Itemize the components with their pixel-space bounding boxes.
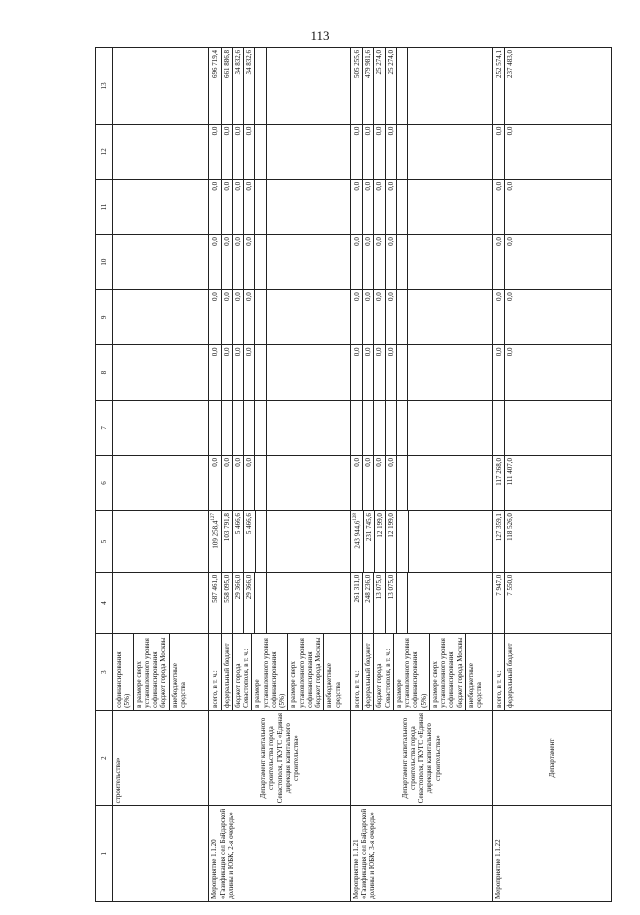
value-line (266, 125, 277, 179)
value-line: 0,0 (232, 180, 243, 234)
value-line: 7 550,0 (504, 573, 515, 634)
value-line: 0,0 (362, 235, 373, 289)
value-cell-v4 (209, 572, 351, 634)
value-line: 34 832,6 (243, 48, 254, 124)
value-line (352, 401, 362, 455)
value-line: 0,0 (373, 180, 384, 234)
value-line (396, 125, 407, 179)
value-cell-v6 (209, 455, 351, 510)
value-line: 0,0 (352, 292, 361, 302)
value-line: 0,0 (232, 290, 243, 344)
table-row-continued (113, 48, 209, 902)
source-line: всего, в т. ч.: (211, 670, 220, 708)
value-line: 0,0 (494, 181, 503, 191)
value-cell-v6 (492, 455, 611, 510)
value-line: 479 981,6 (362, 48, 373, 124)
value-line: 12 199,0 (385, 511, 396, 572)
value-cell-v11 (350, 179, 492, 234)
value-line (373, 401, 384, 455)
value-line: 0,0 (243, 346, 254, 400)
value-line: 127 359,1 (494, 513, 503, 542)
col-header-8: 8 (96, 345, 113, 400)
value-cell-v9 (350, 290, 492, 345)
table-row (350, 48, 492, 902)
value-line: 13 075,0 (385, 573, 396, 634)
value-line: 25 274,0 (385, 48, 396, 124)
source-line: всего, в т. ч.: (352, 670, 361, 708)
value-cell-v8 (492, 345, 611, 400)
value-line: 25 274,0 (373, 48, 384, 124)
value-line (396, 346, 407, 400)
value-line (407, 125, 418, 179)
value-line (254, 456, 265, 510)
table-body (209, 48, 612, 902)
value-line (407, 290, 418, 344)
value-line: 0,0 (352, 181, 361, 191)
source-line: в размере сверх установленного уровня софинансирования бюджет города Москвы (287, 634, 323, 709)
value-line: 0,0 (232, 346, 243, 400)
value-line: 0,0 (385, 235, 396, 289)
col-header-13: 13 (96, 48, 113, 125)
value-line: 696 719,4 (211, 50, 220, 78)
col-header-7: 7 (96, 400, 113, 455)
value-line (396, 180, 407, 234)
value-line: 0,0 (243, 456, 254, 510)
source-line: внебюджетные средства (323, 634, 343, 709)
executor-cell: Департамент капитального строительства города Севастополя, ГКУГС «Единая дирекция капитального строительства» (350, 710, 492, 806)
value-line (504, 401, 515, 455)
value-line (254, 48, 265, 124)
value-line: 0,0 (221, 346, 232, 400)
col-header-2: 2 (96, 710, 113, 806)
value-cell-v13 (350, 48, 492, 125)
col-header-10: 10 (96, 235, 113, 290)
value-line: 0,0 (243, 290, 254, 344)
value-line: 0,0 (232, 125, 243, 179)
value-line (254, 235, 265, 289)
value-line: 0,0 (221, 456, 232, 510)
value-line: 243 944,6$^{128}$ (352, 513, 362, 549)
value-line: 117 268,0 (494, 457, 503, 486)
value-line: 0,0 (232, 235, 243, 289)
col-header-9: 9 (96, 290, 113, 345)
value-line: 252 574,1 (494, 50, 503, 78)
value-line: 0,0 (385, 346, 396, 400)
value-line: 118 526,0 (504, 511, 515, 572)
value-line (266, 511, 277, 572)
value-line (266, 456, 277, 510)
executor-cell: Департамент капитального строительства города Севастополя, ГКУГС «Единая дирекция капитального строительства» (209, 710, 351, 806)
value-line (254, 346, 265, 400)
value-cell-v10 (350, 235, 492, 290)
source-cell (350, 634, 492, 710)
executor-cell: строительства» (113, 710, 209, 806)
value-line (396, 48, 407, 124)
value-line: 0,0 (221, 235, 232, 289)
value-line (266, 235, 277, 289)
value-line (266, 346, 277, 400)
value-cell-v6 (350, 455, 492, 510)
source-line: в размере установленного уровня софинансирования (5%) (251, 634, 287, 709)
source-cell (113, 634, 209, 710)
executor-cell: Департамент (492, 710, 611, 806)
value-line: 7 947,0 (494, 574, 503, 596)
value-line: 0,0 (385, 456, 396, 510)
value-line (254, 125, 265, 179)
source-cell (492, 634, 611, 710)
measure-cell: Мероприятие 1.1.21 «Газификация сел Байдарской долины и ЮБК, 3-я очередь» (350, 806, 492, 902)
value-line: 0,0 (373, 290, 384, 344)
value-line: 0,0 (362, 456, 373, 510)
value-line: 0,0 (221, 290, 232, 344)
value-cell-v12 (492, 124, 611, 179)
value-line (210, 401, 220, 455)
value-line: 0,0 (362, 346, 373, 400)
measure-cell: Мероприятие 1.1.22 (492, 806, 611, 902)
source-line: в размере сверх установленного уровня софинансирования бюджет города Москвы (429, 634, 465, 709)
value-line (396, 401, 407, 455)
value-line (396, 290, 407, 344)
value-line (243, 401, 254, 455)
value-line: 0,0 (385, 180, 396, 234)
funding-table (95, 47, 612, 902)
value-line: 109 258,4$^{127}$ (211, 513, 220, 549)
value-line: 587 461,0 (211, 574, 220, 603)
value-line: 237 483,0 (504, 48, 515, 124)
value-line (408, 511, 419, 572)
value-line: 34 832,6 (232, 48, 243, 124)
value-line: 661 886,8 (221, 48, 232, 124)
value-cell-v9 (492, 290, 611, 345)
value-cell-v8 (209, 345, 351, 400)
value-line (266, 401, 277, 455)
value-line: 0,0 (362, 125, 373, 179)
value-line: 5 466,6 (232, 511, 243, 572)
value-cell-v13 (492, 48, 611, 125)
value-line: 29 366,0 (243, 573, 254, 634)
value-line: 0,0 (211, 457, 220, 467)
value-line (396, 456, 407, 510)
value-line: 0,0 (352, 237, 361, 246)
value-line: 0,0 (373, 235, 384, 289)
value-line (407, 456, 418, 510)
value-cell-v10 (209, 235, 351, 290)
value-line: 0,0 (494, 237, 503, 246)
source-line: федеральный бюджет (362, 634, 373, 709)
value-cell-v12 (209, 124, 351, 179)
col-header-11: 11 (96, 179, 113, 234)
value-line (407, 180, 418, 234)
value-line (407, 573, 418, 634)
value-line: 0,0 (352, 347, 361, 357)
value-line (266, 573, 277, 634)
value-line: 0,0 (362, 290, 373, 344)
source-line: внебюджетные средства (465, 634, 485, 709)
value-line (407, 401, 418, 455)
value-line: 13 075,0 (373, 573, 384, 634)
value-line (254, 290, 265, 344)
value-line (266, 48, 277, 124)
value-line: 0,0 (504, 290, 515, 344)
value-line: 5 466,6 (243, 511, 254, 572)
measure-cell: Мероприятие 1.1.20 «Газификация сел Байдарской долины и ЮБК, 2-я очередь» (209, 806, 351, 902)
value-cell-v7 (492, 400, 611, 455)
value-line: 0,0 (211, 292, 220, 302)
value-line: 505 255,6 (352, 50, 361, 78)
table-row (492, 48, 611, 902)
value-line (396, 235, 407, 289)
source-cell (209, 634, 351, 710)
value-line (494, 401, 504, 455)
value-line: 558 095,0 (221, 573, 232, 634)
value-cell-v11 (209, 179, 351, 234)
value-line (396, 573, 407, 634)
value-line (254, 180, 265, 234)
value-line: 0,0 (373, 346, 384, 400)
header-row (96, 48, 113, 902)
source-line: бюджет города Севастополя, в т. ч.: (373, 634, 393, 709)
page-number: 113 (310, 28, 330, 43)
value-cell-v4 (350, 572, 492, 634)
value-line: 0,0 (221, 180, 232, 234)
value-line: 0,0 (494, 126, 503, 136)
value-line: 261 311,0 (352, 574, 361, 603)
value-line (407, 346, 418, 400)
source-line: в размере сверх установленного уровня софинансирования бюджет города Москвы (133, 634, 169, 709)
rotated-table-frame (95, 47, 612, 902)
value-line: 231 745,6 (363, 511, 374, 572)
source-line: внебюджетные средства (169, 634, 189, 709)
value-cell-v11 (492, 179, 611, 234)
value-line: 111 407,0 (504, 456, 515, 510)
col-header-4: 4 (96, 572, 113, 634)
value-line (385, 401, 396, 455)
value-line: 0,0 (221, 125, 232, 179)
value-cell-v5 (492, 511, 611, 573)
measure-cell (113, 806, 209, 902)
source-line: федеральный бюджет (504, 634, 515, 709)
col-header-5: 5 (96, 511, 113, 573)
value-line: 248 236,0 (362, 573, 373, 634)
value-line (254, 573, 265, 634)
value-line: 0,0 (211, 237, 220, 246)
value-line (266, 180, 277, 234)
value-cell-v13 (209, 48, 351, 125)
rotated-table (95, 47, 612, 902)
source-line: всего, в т. ч.: (494, 670, 503, 708)
source-line: софинансирования (5%) (115, 651, 132, 708)
value-cell-v12 (350, 124, 492, 179)
value-line: 0,0 (352, 457, 361, 467)
value-line (362, 401, 373, 455)
col-header-3: 3 (96, 634, 113, 710)
value-line: 0,0 (243, 125, 254, 179)
table-row (209, 48, 351, 902)
value-line: 0,0 (504, 180, 515, 234)
source-line: в размере установленного уровня софинансирования (5%) (393, 634, 429, 709)
value-cell-v7 (209, 400, 351, 455)
col-header-1: 1 (96, 806, 113, 902)
value-line: 0,0 (373, 456, 384, 510)
source-line: бюджет города Севастополя, в т. ч.: (232, 634, 252, 709)
value-cell-v9 (209, 290, 351, 345)
value-line: 0,0 (211, 347, 220, 357)
value-line (407, 48, 418, 124)
col-header-6: 6 (96, 455, 113, 510)
value-cell-v4 (492, 572, 611, 634)
value-line: 0,0 (362, 180, 373, 234)
value-line: 0,0 (232, 456, 243, 510)
value-line: 0,0 (494, 347, 503, 357)
value-line: 0,0 (494, 292, 503, 302)
source-line: федеральный бюджет (221, 634, 232, 709)
value-line: 0,0 (211, 181, 220, 191)
value-line: 0,0 (243, 180, 254, 234)
value-line: 12 199,0 (374, 511, 385, 572)
value-line: 0,0 (504, 125, 515, 179)
value-line (254, 401, 265, 455)
value-line (266, 290, 277, 344)
value-line: 0,0 (243, 235, 254, 289)
col-header-12: 12 (96, 124, 113, 179)
value-line: 0,0 (385, 125, 396, 179)
value-cell-v5 (209, 511, 351, 573)
value-line: 29 366,0 (232, 573, 243, 634)
value-cell-v5 (350, 511, 492, 573)
value-line (232, 401, 243, 455)
value-cell-v7 (350, 400, 492, 455)
value-line: 0,0 (385, 290, 396, 344)
value-line (396, 511, 407, 572)
value-line (255, 511, 266, 572)
value-line: 103 791,8 (221, 511, 232, 572)
value-cell-v10 (492, 235, 611, 290)
value-line: 0,0 (504, 235, 515, 289)
value-cell-v8 (350, 345, 492, 400)
value-line: 0,0 (504, 346, 515, 400)
footnote-mark: 127 (211, 513, 217, 521)
value-line: 0,0 (352, 126, 361, 136)
value-line: 0,0 (373, 125, 384, 179)
footnote-mark: 128 (352, 513, 358, 521)
value-line: 0,0 (211, 126, 220, 136)
value-line (221, 401, 232, 455)
value-line (407, 235, 418, 289)
